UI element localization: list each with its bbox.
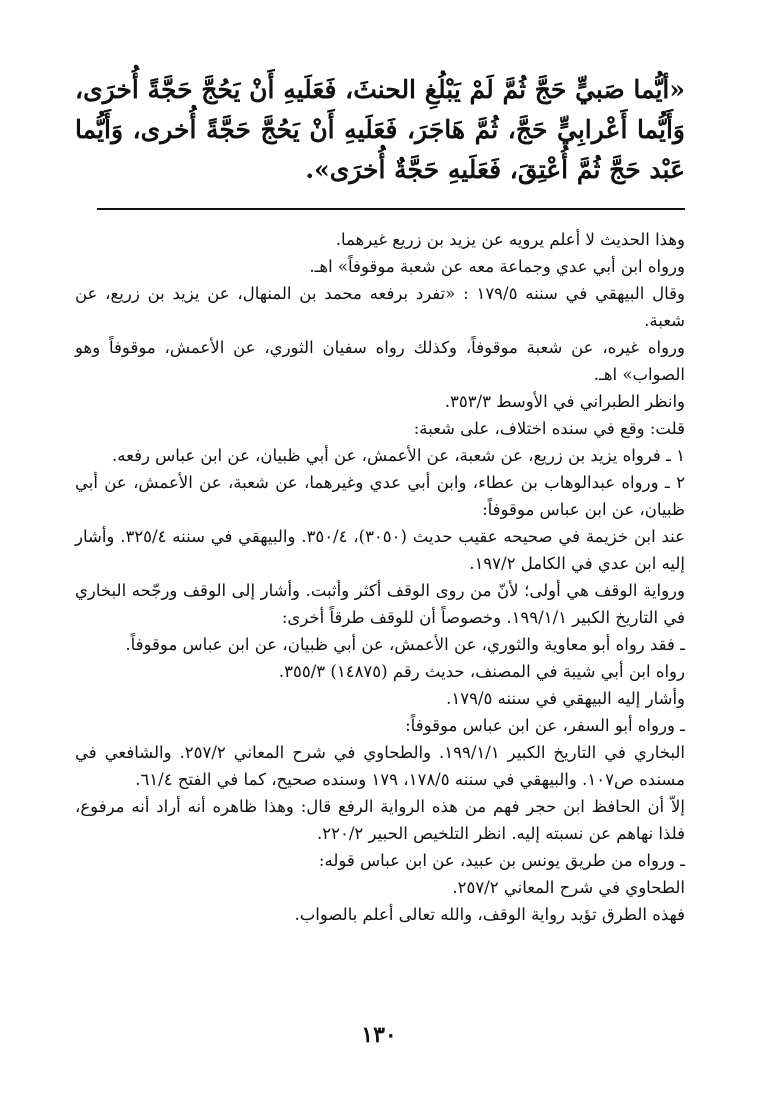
footnote-paragraph: رواه ابن أبي شيبة في المصنف، حديث رقم (١٤٨٧٥) ٣٥٥/٣.: [278, 662, 685, 681]
footnote-paragraph: وهذا الحديث لا أعلم يرويه عن يزيد بن زريع غيرهما.: [335, 230, 685, 249]
footnote-paragraph: ورواه ابن أبي عدي وجماعة معه عن شعبة موقوفاً» اهـ.: [309, 257, 685, 276]
footnote-paragraph: ـ فقد رواه أبو معاوية والثوري، عن الأعمش، عن أبي ظبيان، عن ابن عباس موقوفاً.: [125, 635, 685, 654]
footnote-paragraph: ورواه غيره، عن شعبة موقوفاً، وكذلك رواه سفيان الثوري، عن الأعمش، موقوفاً وهو الصواب» اهـ.: [75, 338, 685, 384]
footnote-paragraph: وقال البيهقي في سننه ١٧٩/٥ : «تفرد برفعه محمد بن المنهال، عن يزيد بن زريع، عن شعبة.: [75, 284, 685, 330]
footnote-paragraph: قلت: وقع في سنده اختلاف، على شعبة:: [413, 419, 685, 438]
footnote-paragraph: عند ابن خزيمة في صحيحه عقيب حديث (٣٠٥٠)، ٣٥٠/٤. والبيهقي في سننه ٣٢٥/٤. وأشار إليه ابن عدي في الكامل ١٩٧/٢.: [75, 527, 685, 573]
page-content: [75, 70, 685, 928]
footnote-paragraph: فهذه الطرق تؤيد رواية الوقف، والله تعالى أعلم بالصواب.: [294, 905, 685, 924]
footnote-paragraph: ٢ ـ ورواه عبدالوهاب بن عطاء، وابن أبي عدي وغيرهما، عن شعبة، عن الأعمش، عن أبي ظبيان، عن ابن عباس موقوفاً:: [75, 473, 685, 519]
footnote-paragraph: وانظر الطبراني في الأوسط ٣٥٣/٣.: [444, 392, 685, 411]
footnote-paragraph: ـ ورواه من طريق يونس بن عبيد، عن ابن عباس قوله:: [318, 851, 685, 870]
footnote-paragraph: وأشار إليه البيهقي في سننه ١٧٩/٥.: [446, 689, 685, 708]
hadith-text: «أيُّما صَبيٍّ حَجَّ ثُمَّ لَمْ يَبْلُغِ الحنثَ، فَعَلَيهِ أَنْ يَحُجَّ حَجَّةً أُخرَى، وَأَيُّما أَعْرابِيٍّ حَجَّ، ثُمَّ هَاجَرَ، فَعَلَيهِ أَنْ يَحُجَّ حَجَّةً أُخرى، وَأَيُّما عَبْد حَجَّ ثُمَّ أُعْتِقَ، فَعَلَيهِ حَجَّةٌ أُخرَى».: [75, 75, 685, 184]
footnote-paragraph: ـ ورواه أبو السفر، عن ابن عباس موقوفاً:: [405, 716, 685, 735]
page-number: ١٣٠: [361, 1022, 397, 1048]
footnote-paragraph: ورواية الوقف هي أولى؛ لأنّ من روى الوقف أكثر وأثبت. وأشار إلى الوقف ورجّحه البخاري في التاريخ الكبير ١٩٩/١/١. وخصوصاً أن للوقف طرقاً أخرى:: [75, 581, 685, 627]
footnote-paragraph: الطحاوي في شرح المعاني ٢٥٧/٢.: [452, 878, 685, 897]
footnote-paragraph: البخاري في التاريخ الكبير ١٩٩/١/١. والطحاوي في شرح المعاني ٢٥٧/٢. والشافعي في مسنده ص١٠٧. والبيهقي في سننه ١٧٨/٥، ١٧٩ وسنده صحيح، كما في الفتح ٦١/٤.: [75, 743, 685, 789]
footnote-paragraph: إلاّ أن الحافظ ابن حجر فهم من هذه الرواية الرفع قال: وهذا ظاهره أنه أراد أنه مرفوع، فلذا نهاهم عن نسبته إليه. انظر التلخيص الحبير ٢٢٠/٢.: [75, 797, 685, 843]
footnote-divider: [97, 208, 685, 210]
footnote-paragraph: ١ ـ فرواه يزيد بن زريع، عن شعبة، عن الأعمش، عن أبي ظبيان، عن ابن عباس رفعه.: [112, 446, 685, 465]
footnote-body: [75, 226, 685, 928]
